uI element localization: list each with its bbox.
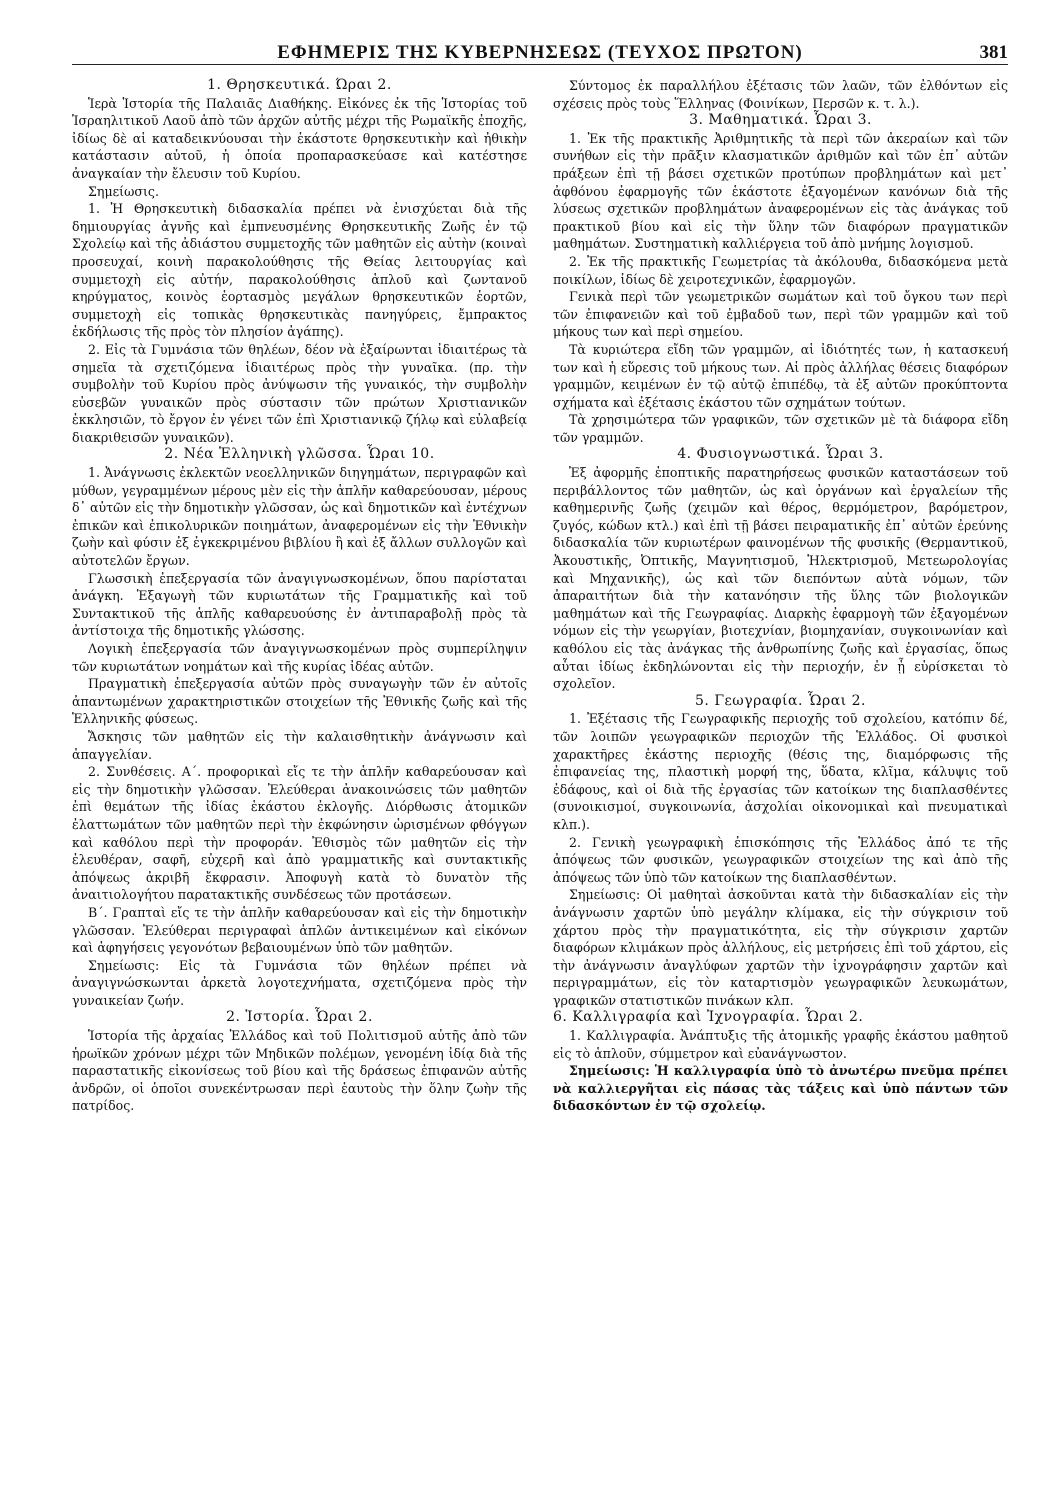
paragraph: Σημείωσις: Οἱ μαθηταὶ ἀσκοῦνται κατὰ τὴν διδασκαλίαν εἰς τὴν ἀνάγνωσιν χαρτῶν ὑπὸ μεγάλην κλίμακα, εἰς τὴν σύγκρισιν τοῦ χάρτου πρὸς τὴν πραγματικότητα, εἰς τὴν σύγκρισιν χαρτῶν διαφόρων κλιμάκων πρὸς ἀλλήλους, εἰς μετρήσεις ἐπὶ τοῦ χάρτου, εἰς τὴν ἀνάγνωσιν ἀναγλύφων χαρτῶν τὴν ἰχνογράφησιν χαρτῶν καὶ περιγραμμάτων, εἰς τὸν καταρτισμὸν γεωγραφικῶν λευκωμάτων, γραφικῶν στατιστικῶν πινάκων κλπ. [553, 887, 1008, 1008]
paragraph: Ἄσκησις τῶν μαθητῶν εἰς τὴν καλαισθητικὴν ἀνάγνωσιν καὶ ἀπαγγελίαν. [72, 728, 527, 762]
paragraph: Τὰ κυριώτερα εἴδη τῶν γραμμῶν, αἱ ἰδιότητές των, ἡ κατασκευή των καὶ ἡ εὕρεσις τοῦ μήκους των. Αἱ πρὸς ἀλλήλας θέσεις διαφόρων γραμμῶν, κειμένων ἐν τῷ αὐτῷ ἐπιπέδῳ, τὰ ἐξ αὐτῶν προκύπτοντα σχήματα καὶ ἐξέτασις ἑκάστου τῶν σχημάτων τούτων. [553, 341, 1008, 410]
paragraph: 2. Γενικὴ γεωγραφικὴ ἐπισκόπησις τῆς Ἑλλάδος ἀπό τε τῆς ἀπόψεως τῶν φυσικῶν, γεωγραφικῶν στοιχείων της καὶ ἀπὸ τῆς ἀπόψεως τῶν ὑπὸ τῶν κατοίκων της διαπλασθέντων. [553, 834, 1008, 885]
paragraph: 2. Εἰς τὰ Γυμνάσια τῶν θηλέων, δέον νὰ ἐξαίρωνται ἰδιαιτέρως τὰ σημεῖα τὰ σχετιζόμενα ἰδιαιτέρως πρὸς τὴν γυναῖκα. (πρ. τὴν συμβολὴν τοῦ Κυρίου πρὸς ἀνύψωσιν τῆς γυναικός, τὴν συμβολὴν εὐσεβῶν γυναικῶν πρὸς σύστασιν τῶν πρώτων Χριστιανικῶν ἐκκλησιῶν, τὸ ἔργον ἐν γένει τῶν ἐπὶ Χριστιανικῷ ζήλῳ καὶ εὐλαβείᾳ διακριθεισῶν γυναικῶν). [72, 341, 527, 445]
section-heading-natural-science: 4. Φυσιογνωστικά. Ὧραι 3. [677, 446, 884, 463]
paragraph: Ἱστορία τῆς ἀρχαίας Ἑλλάδος καὶ τοῦ Πολιτισμοῦ αὐτῆς ἀπὸ τῶν ἡρωϊκῶν χρόνων μέχρι τῶν Μηδικῶν πολέμων, γενομένη ἰδίᾳ διὰ τῆς παραστατικῆς εἰκονίσεως τοῦ βίου καὶ τῆς δράσεως ἐπιφανῶν αὐτῆς ἀνδρῶν, οἱ ὁποῖοι συνεκέντρωσαν περὶ ἑαυτοὺς τὴν ὅλην ζωὴν τῆς πατρίδος. [72, 1028, 527, 1114]
paragraph: Σύντομος ἐκ παραλλήλου ἐξέτασις τῶν λαῶν, τῶν ἐλθόντων εἰς σχέσεις πρὸς τοὺς Ἕλληνας (Φοινίκων, Περσῶν κ. τ. λ.). [553, 78, 1008, 111]
paragraph: Τὰ χρησιμώτερα τῶν γραφικῶν, τῶν σχετικῶν μὲ τὰ διάφορα εἴδη τῶν γραμμῶν. [553, 412, 1008, 445]
section-heading-calligraphy: 6. Καλλιγραφία καὶ Ἰχνογραφία. Ὧραι 2. [553, 1009, 864, 1026]
paragraph: Σημείωσις: Εἰς τὰ Γυμνάσια τῶν θηλέων πρέπει νὰ ἀναγιγνώσκωνται ἀρκετὰ λογοτεχνήματα, σχετιζόμενα πρὸς τὴν γυναικείαν ζωήν. [72, 957, 527, 1008]
paragraph: Λογικὴ ἐπεξεργασία τῶν ἀναγιγνωσκομένων πρὸς συμπερίληψιν τῶν κυριωτάτων νοημάτων καὶ τῆς κυρίας ἰδέας αὐτῶν. [72, 641, 527, 674]
section-heading-mathematics: 3. Μαθηματικά. Ὧραι 3. [689, 112, 872, 129]
section-heading-geography: 5. Γεωγραφία. Ὧραι 2. [695, 692, 866, 709]
paragraph: Ἐξ ἀφορμῆς ἐποπτικῆς παρατηρήσεως φυσικῶν καταστάσεων τοῦ περιβάλλοντος τῶν μαθητῶν, ὡς καὶ ὀργάνων καὶ ἐργαλείων τῆς καθημερινῆς ζωῆς (χειμῶν καὶ θέρος, θερμόμετρον, βαρόμετρον, ζυγός, κώδων κτλ.) καὶ ἐπὶ τῇ βάσει πειραματικῆς ἐπ᾿ αὐτῶν ἐρεύνης διδασκαλία τῶν κυριωτέρων φαινομένων τῆς φυσικῆς (Θερμαντικοῦ, Ἀκουστικῆς, Ὀπτικῆς, Μαγνητισμοῦ, Ἠλεκτρισμοῦ, Μετεωρολογίας καὶ Μηχανικῆς), ὡς καὶ τῶν διεπόντων αὐτὰ νόμων, τῶν ἀπαραιτήτων διὰ τὴν κατανόησιν τῆς ὕλης τῶν βιολογικῶν μαθημάτων καὶ τῆς Γεωγραφίας. Διαρκὴς ἐφαρμογὴ τῶν ἐξαγομένων νόμων εἰς τὴν γεωργίαν, βιοτεχνίαν, βιομηχανίαν, συγκοινωνίαν καὶ καθόλου εἰς τὰς ἀνάγκας τῆς ἀνθρωπίνης ζωῆς καὶ ἐργασίας, ὅπως αὗται ἰδίως ἐκδηλώνονται εἰς τὴν περιοχήν, ἐν ᾗ εὑρίσκεται τὸ σχολεῖον. [553, 465, 1008, 692]
paragraph: Πραγματικὴ ἐπεξεργασία αὐτῶν πρὸς συναγωγὴν τῶν ἐν αὐτοῖς ἀπαντωμένων χαρακτηριστικῶν στοιχείων τῆς Ἐθνικῆς ζωῆς καὶ τῆς Ἑλληνικῆς φύσεως. [72, 676, 527, 727]
page-number: 381 [979, 42, 1008, 63]
page-header [72, 0, 1008, 65]
paragraph: 1. Ἐκ τῆς πρακτικῆς Ἀριθμητικῆς τὰ περὶ τῶν ἀκεραίων καὶ τῶν συνήθων εἰς τὴν πρᾶξιν κλασματικῶν ἀριθμῶν καὶ τῶν ἐπ᾿ αὐτῶν πράξεων ἐπὶ τῇ βάσει σχετικῶν προτύπων προβλημάτων καὶ μετ᾿ ἀφθόνου ἐφαρμογῆς τῶν ἑκάστοτε ἐξαγομένων κανόνων διὰ τῆς λύσεως σχετικῶν προβλημάτων ἀναφερομένων εἰς τὰς ἀνάγκας τοῦ πρακτικοῦ βίου καὶ εἰς τὴν ὕλην τῶν διαφόρων πραγματικῶν μαθημάτων. Συστηματικὴ καλλιέργεια τοῦ ἀπὸ μνήμης λογισμοῦ. [553, 130, 1008, 252]
paragraph: Γλωσσικὴ ἐπεξεργασία τῶν ἀναγιγνωσκομένων, ὅπου παρίσταται ἀνάγκη. Ἐξαγωγὴ τῶν κυριωτάτων τῆς Γραμματικῆς καὶ τοῦ Συντακτικοῦ τῆς ἁπλῆς καθαρευούσης ἐν ἀντιπαραβολῇ πρὸς τὰ ἀντίστοιχα τῆς δημοτικῆς γλώσσης. [72, 570, 527, 639]
paragraph: Σημείωσις: Ἡ καλλιγραφία ὑπὸ τὸ ἀνωτέρω πνεῦμα πρέπει νὰ καλλιεργῆται εἰς πάσας τὰς τάξεις καὶ ὑπὸ πάντων τῶν διδασκόντων ἐν τῷ σχολείῳ. [553, 1063, 1008, 1114]
section-heading-history: 2. Ἱστορία. Ὧραι 2. [226, 1009, 373, 1026]
paragraph: 2. Συνθέσεις. Α΄. προφορικαὶ εἴς τε τὴν ἁπλῆν καθαρεύουσαν καὶ εἰς τὴν δημοτικὴν γλῶσσαν. Ἐλεύθεραι ἀνακοινώσεις τῶν μαθητῶν ἐπὶ θεμάτων τῆς ἰδίας ἑκάστου ἐκλογῆς. Διόρθωσις ἀτομικῶν ἐλαττωμάτων τῶν μαθητῶν περὶ τὴν ἐκφώνησιν ὡρισμένων φθόγγων καὶ καθόλου περὶ τὴν προφοράν. Ἐθισμὸς τῶν μαθητῶν εἰς τὴν ἐλευθέραν, σαφῆ, εὐχερῆ καὶ ἀπὸ γραμματικῆς καὶ συντακτικῆς ἀπόψεως ἀκριβῆ ἔκφρασιν. Ἀποφυγὴ κατὰ τὸ δυνατὸν τῆς ἀναιτιολογήτου παρατακτικῆς συνδέσεως τῶν προτάσεων. [72, 764, 527, 903]
paragraph: 1. Καλλιγραφία. Ἀνάπτυξις τῆς ἀτομικῆς γραφῆς ἑκάστου μαθητοῦ εἰς τὸ ἁπλοῦν, σύμμετρον καὶ εὐανάγνωστον. [553, 1028, 1008, 1061]
paragraph: Ἱερὰ Ἱστορία τῆς Παλαιᾶς Διαθήκης. Εἰκόνες ἐκ τῆς Ἱστορίας τοῦ Ἰσραηλιτικοῦ Λαοῦ ἀπὸ τῶν ἀρχῶν αὐτῆς μέχρι τῆς Ρωμαϊκῆς ἐποχῆς, ἰδίως δὲ αἱ καταδεικνύουσαι τὴν ἑκάστοτε θρησκευτικὴν καὶ ἠθικὴν κατάστασιν αὐτοῦ, ἡ ὁποία προπαρασκεύασε καὶ κατέστησε ἀναγκαίαν τὴν ἔλευσιν τοῦ Κυρίου. [72, 95, 527, 181]
right-column [553, 77, 1008, 1115]
paragraph: 1. Ἀνάγνωσις ἐκλεκτῶν νεοελληνικῶν διηγημάτων, περιγραφῶν καὶ μύθων, γεγραμμένων μέρους μὲν εἰς τὴν ἁπλῆν καθαρεύουσαν, μέρους δ᾿ αὐτῶν εἰς τὴν δημοτικὴν γλῶσσαν, ὡς καὶ δημοτικῶν καὶ ἐντέχνων ἐπικῶν καὶ ἐπικολυρικῶν ποιημάτων, ἀναφερομένων εἰς τὴν Ἐθνικὴν ζωὴν καὶ φύσιν ἐξ ἐγκεκριμένου βιβλίου ἢ καὶ ἐξ ἄλλων συλλογῶν καὶ αὐτοτελῶν ἔργων. [72, 465, 527, 569]
left-column [72, 77, 527, 1115]
section-heading-religion: 1. Θρησκευτικά. Ώραι 2. [207, 77, 392, 93]
paragraph: Β΄. Γραπταὶ εἴς τε τὴν ἁπλῆν καθαρεύουσαν καὶ εἰς τὴν δημοτικὴν γλῶσσαν. Ἐλεύθεραι περιγραφαὶ ἁπλῶν ἀντικειμένων καὶ εἰκόνων καὶ ἀφηγήσεις γεγονότων βεβαιουμένων ὑπὸ τῶν μαθητῶν. [72, 904, 527, 956]
section-heading-modern-greek: 2. Νέα Ἑλληνικὴ γλῶσσα. Ὧραι 10. [164, 446, 435, 463]
note-label: Σημείωσις. [88, 183, 159, 199]
text-columns [72, 77, 1008, 1115]
paragraph: 1. Ἐξέτασις τῆς Γεωγραφικῆς περιοχῆς τοῦ σχολείου, κατόπιν δέ, τῶν λοιπῶν γεωγραφικῶν περιοχῶν τῆς Ἑλλάδος. Οἱ φυσικοὶ χαρακτῆρες ἑκάστης περιοχῆς (θέσις της, διαμόρφωσις τῆς ἐπιφανείας της, πλαστικὴ μορφή της, ὕδατα, κλῖμα, κάλυψις τοῦ ἐδάφους, καὶ οἱ διὰ τῆς ἐργασίας τῶν κατοίκων της διαπλασθέντες (συνοικισμοί, συγκοινωνία, ἀσχολίαι οἰκονομικαὶ καὶ πνευματικαὶ κλπ.). [553, 711, 1008, 832]
paragraph: Γενικὰ περὶ τῶν γεωμετρικῶν σωμάτων καὶ τοῦ ὄγκου των περὶ τῶν ἐπιφανειῶν καὶ τοῦ ἐμβαδοῦ των, περὶ τῶν γραμμῶν καὶ τοῦ μήκους των καὶ περὶ σημείου. [553, 289, 1008, 340]
gazette-title: ΕΦΗΜΕΡΙΣ ΤΗΣ ΚΥΒΕΡΝΗΣΕΩΣ (ΤΕΥΧΟΣ ΠΡΩΤΟΝ) [277, 42, 803, 63]
paragraph: 1. Ἡ Θρησκευτικὴ διδασκαλία πρέπει νὰ ἐνισχύεται διὰ τῆς δημιουργίας ἁγνῆς καὶ ἐμπνευσμένης Θρησκευτικῆς Ζωῆς ἐν τῷ Σχολείῳ καὶ τῆς ἀδιάστου συμμετοχῆς τῶν μαθητῶν εἰς αὐτὴν (κοιναὶ προσευχαί, κοινὴ παρακολούθησις τῆς Θείας λειτουργίας καὶ συμμετοχὴ εἰς αὐτήν, παρακολούθησις ἁπλοῦ καὶ ζωντανοῦ κηρύγματος, κοινὸς ἑορτασμὸς μεγάλων θρησκευτικῶν ἑορτῶν, συμμετοχὴ εἰς τοπικὰς θρησκευτικὰς πανηγύρεις, ἔμπρακτος ἐκδήλωσις τῆς πρὸς τὸν πλησίον ἀγάπης). [72, 201, 527, 340]
paragraph: 2. Ἐκ τῆς πρακτικῆς Γεωμετρίας τὰ ἀκόλουθα, διδασκόμενα μετὰ ποικίλων, ἰδίως δὲ χειροτεχνικῶν, ἐφαρμογῶν. [553, 253, 1008, 287]
